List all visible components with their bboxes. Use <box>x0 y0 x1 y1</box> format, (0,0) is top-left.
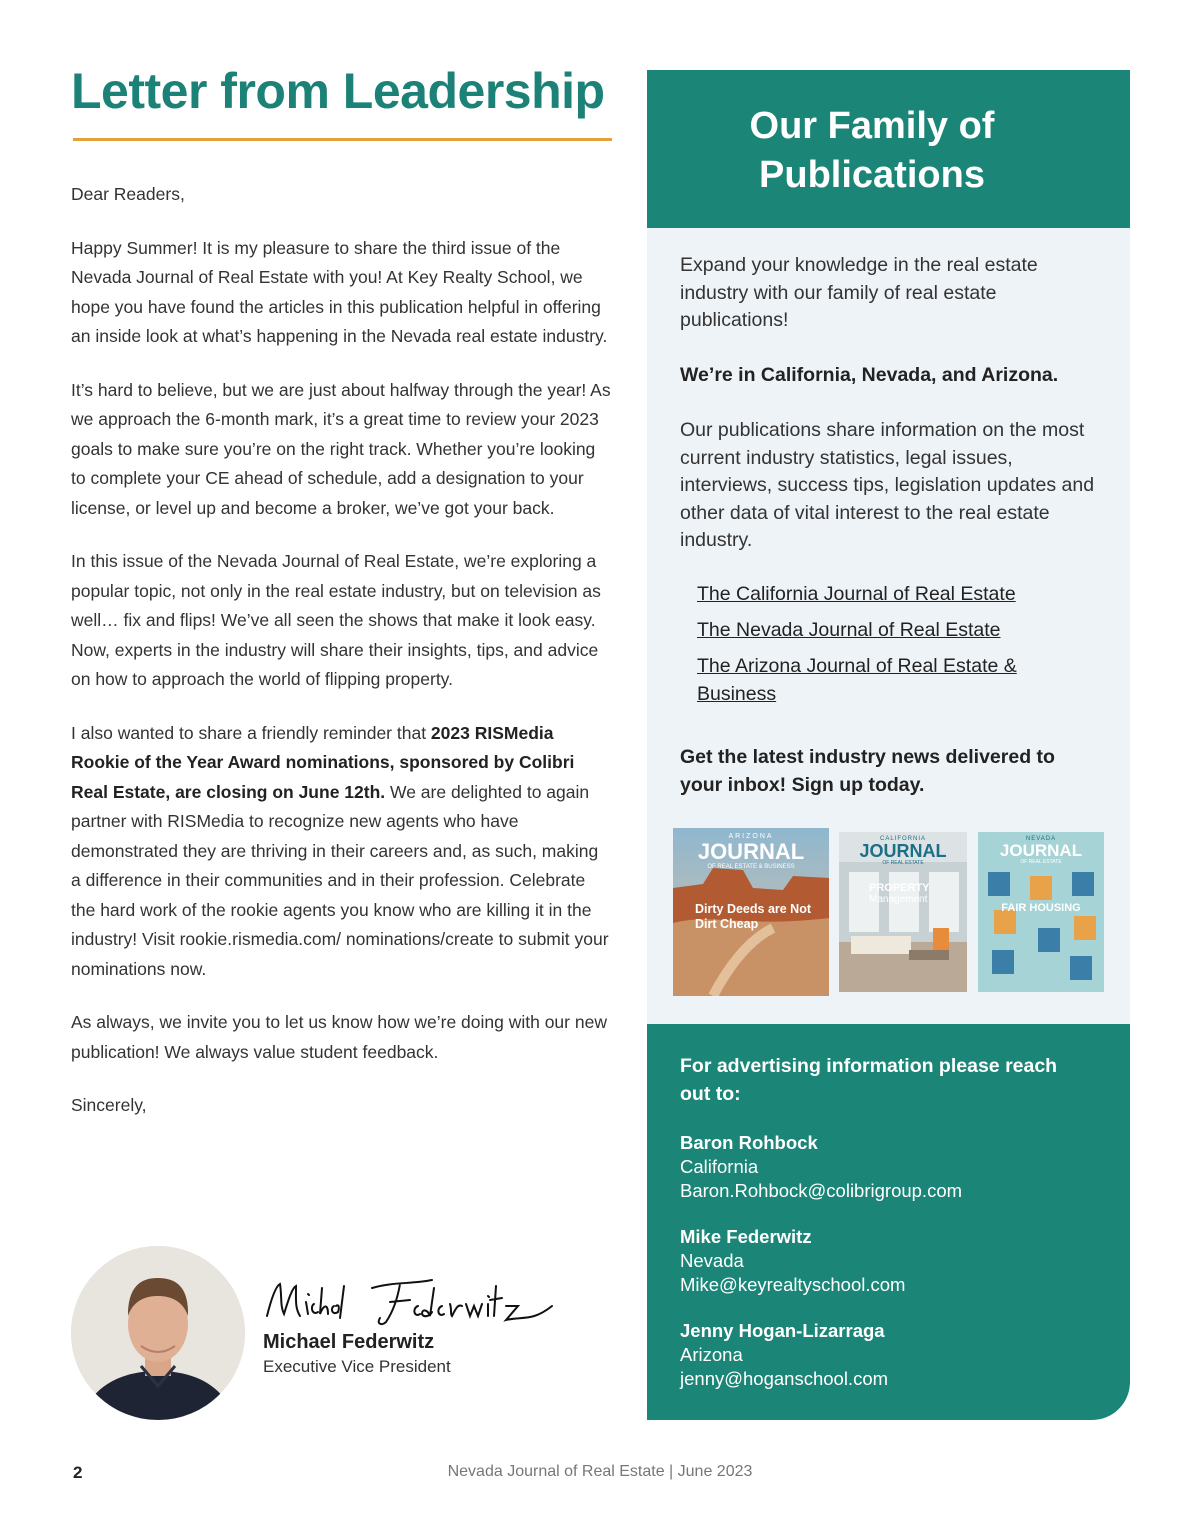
cover-nevada[interactable] <box>978 832 1104 992</box>
cover-arizona-state: ARIZONA <box>728 833 774 840</box>
contact-email[interactable]: Baron.Rohbock@colibrigroup.com <box>680 1180 963 1201</box>
publications-states: We’re in California, Nevada, and Arizona. <box>680 364 1059 386</box>
avatar <box>71 1246 245 1420</box>
cover-california-headline: PROPERTY <box>869 882 930 894</box>
contact-california <box>680 1131 1100 1203</box>
cover-california[interactable] <box>839 832 967 992</box>
contact-name: Baron Rohbock <box>680 1132 818 1153</box>
cover-nevada-headline: FAIR HOUSING <box>1001 902 1081 914</box>
cover-arizona-masthead: JOURNAL <box>697 839 805 864</box>
paragraph-4-highlight: 2023 RISMedia Rookie of the Year Award nominations, sponsored by Colibri Real Estate, are closing on June 12th. <box>71 722 575 802</box>
letter-closing: Sincerely, <box>71 1095 147 1115</box>
letter-paragraph-5: As always, we invite you to let us know how we’re doing with our new publication! We always value student feedback. <box>71 1012 607 1062</box>
contact-email[interactable]: jenny@hoganschool.com <box>680 1368 889 1389</box>
letter-paragraph-4 <box>71 719 611 985</box>
contact-nevada <box>680 1225 1100 1297</box>
publication-links <box>697 580 1077 716</box>
magazine-covers <box>673 828 1113 1000</box>
publications-header <box>647 70 1130 228</box>
advertising-box <box>647 1024 1130 1420</box>
publications-intro: Expand your knowledge in the real estate industry with our family of real estate publications! <box>680 254 1038 331</box>
link-nevada-journal[interactable]: The Nevada Journal of Real Estate <box>697 619 1001 641</box>
letter-paragraph-3: In this issue of the Nevada Journal of Real Estate, we’re exploring a popular topic, not only in the real estate industry, but on television as well… fix and flips! We’ve all seen the shows that make it look easy. Now, experts in the industry will share their insights, tips, and advice on how to approach the world of flipping property. <box>71 551 601 689</box>
footer-publication: Nevada Journal of Real Estate | June 2023 <box>447 1463 753 1480</box>
title-divider <box>73 138 612 141</box>
publications-heading: Our Family of Publications <box>749 105 995 196</box>
cover-california-sub: OF REAL ESTATE <box>882 860 924 866</box>
page-number: 2 <box>73 1463 83 1482</box>
cover-arizona-headline: Dirty Deeds are Not Dirt Cheap <box>695 902 812 931</box>
cover-california-state: CALIFORNIA <box>879 836 926 842</box>
contact-region: California <box>680 1156 759 1177</box>
cover-arizona-sub: OF REAL ESTATE & BUSINESS <box>707 864 795 870</box>
contact-arizona <box>680 1319 1100 1391</box>
page-title: Letter from Leadership <box>71 63 605 119</box>
signer-title: Executive Vice President <box>263 1357 451 1376</box>
signer-name: Michael Federwitz <box>263 1331 435 1353</box>
cover-arizona[interactable] <box>673 828 829 996</box>
signature-image <box>262 1266 572 1336</box>
publications-description: Our publications share information on the most current industry statistics, legal issues, interviews, success tips, legislation updates and other data of vital interest to the real estate industry. <box>680 419 1095 551</box>
letter-paragraph-2: It’s hard to believe, but we are just about halfway through the year! As we approach the 6-month mark, it’s a great time to review your 2023 goals to make sure you’re on the right track. Whether you’re looking to complete your CE ahead of schedule, add a designation to your license, or level up and become a broker, we’ve got your back. <box>71 379 611 518</box>
advertising-heading: For advertising information please reach out to: <box>680 1055 1058 1105</box>
letter-paragraph-1: Happy Summer! It is my pleasure to share the third issue of the Nevada Journal of Real Estate with you! At Key Realty School, we hope you have found the articles in this publication helpful in offering an inside look at what’s happening in the Nevada real estate industry. <box>71 237 608 346</box>
cover-nevada-sub: OF REAL ESTATE <box>1020 859 1062 865</box>
contact-region: Nevada <box>680 1250 744 1271</box>
publications-panel <box>647 228 1130 1024</box>
cover-california-headline-2: Management <box>869 894 928 905</box>
contact-name: Mike Federwitz <box>680 1226 812 1247</box>
link-arizona-journal[interactable]: The Arizona Journal of Real Estate & Business <box>697 655 1017 705</box>
letter-body <box>71 180 611 1145</box>
paragraph-4-intro: I also wanted to share a friendly reminder that <box>71 722 431 743</box>
link-california-journal[interactable]: The California Journal of Real Estate <box>697 583 1016 605</box>
contact-email[interactable]: Mike@keyrealtyschool.com <box>680 1274 906 1295</box>
contact-region: Arizona <box>680 1344 743 1365</box>
newsletter-cta: Get the latest industry news delivered to your inbox! Sign up today. <box>680 746 1055 796</box>
cover-nevada-masthead: JOURNAL <box>999 841 1083 860</box>
paragraph-4-rest: We are delighted to again partner with RISMedia to recognize new agents who have demonstrated they are thriving in their careers and, as such, making a difference in their communities and in their profession. Celebrate the hard work of the rookie agents you know who are killing it in the industry! Visit rookie.rismedia.com/ nominations/create to submit your nominations now. <box>71 781 609 979</box>
letter-greeting: Dear Readers, <box>71 184 185 204</box>
cover-california-masthead: JOURNAL <box>859 841 947 861</box>
contact-name: Jenny Hogan-Lizarraga <box>680 1320 885 1341</box>
cover-nevada-state: NEVADA <box>1025 836 1057 842</box>
